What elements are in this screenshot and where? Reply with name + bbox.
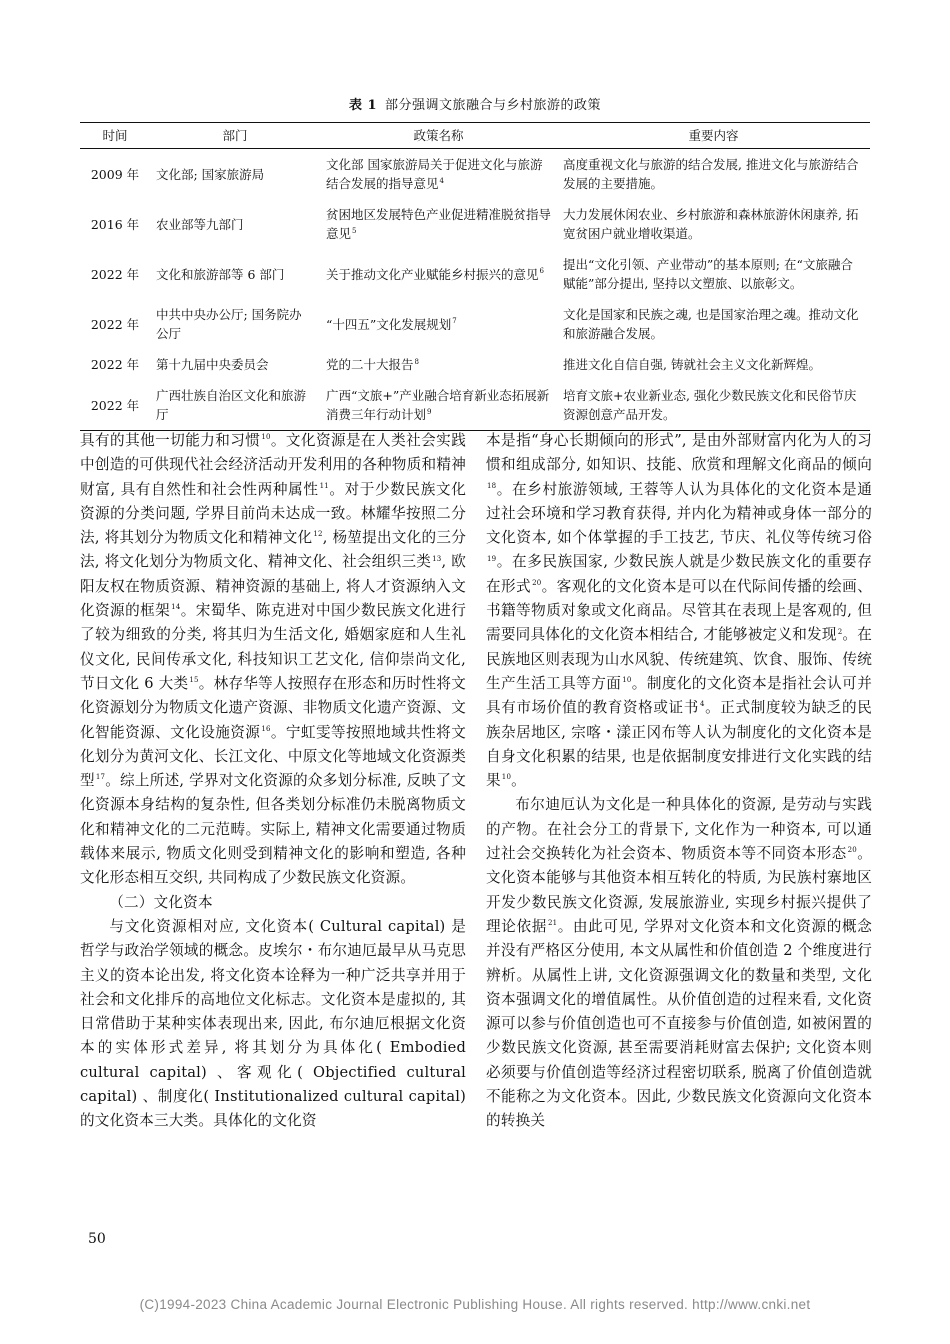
section-heading-cultural-capital: （二）文化资本 bbox=[109, 893, 213, 911]
header-time: 时间 bbox=[80, 123, 150, 149]
citation-ref: 6 bbox=[539, 267, 544, 276]
policy-table bbox=[80, 122, 870, 431]
page-number: 50 bbox=[88, 1231, 106, 1247]
citation-ref: 4 bbox=[439, 176, 444, 185]
citation-ref: 13 bbox=[432, 554, 442, 563]
text-segment: 。文化资本能够与其他资本相互转化的特质, 为民族村寨地区开发少数民族文化资源, 发展旅游业, 实现乡村振兴提供了理论依据 bbox=[486, 845, 872, 935]
text-segment: , 欧阳友权在物质资源、精神资源的基础上, 将人才资源纳入文化资源的框架 bbox=[80, 553, 466, 620]
citation-ref: 7 bbox=[452, 317, 457, 326]
text-segment: 。在民族地区则表现为山水风貌、传统建筑、饮食、服饰、传统生产生活工具等方面 bbox=[486, 626, 872, 692]
text-segment: 。宁虹雯等按照地域共性将文化划分为黄河文化、长江文化、中原文化等地域文化资源类型 bbox=[80, 723, 466, 790]
cell-dept: 文化和旅游部等 6 部门 bbox=[156, 266, 285, 282]
header-content: 重要内容 bbox=[557, 123, 870, 149]
text-segment: 。综上所述, 学界对文化资源的众多划分标准, 反映了文化资源本身结构的复杂性, 但各类划分标准仍未脱离物质文化和精神文化的二元范畴。实际上, 精神文化需要通过物质载体来展示, 物质文化则受到精神文化的影响和塑造, 各种文化形态相互交织, 共同构成了少数民族文化资源。 bbox=[80, 772, 466, 887]
cell-dept: 第十九届中央委员会 bbox=[156, 357, 269, 372]
text-segment: 本是指“身心长期倾向的形式”, 是由外部财富内化为人的习惯和组成部分, 如知识、技能、欣赏和理解文化商品的倾向 bbox=[486, 432, 872, 474]
text-segment: 。在多民族国家, 少数民族人就是少数民族文化的重要存在形式 bbox=[486, 553, 872, 595]
cell-policy-name bbox=[320, 349, 557, 380]
policy-name-text: 关于推动文化产业赋能乡村振兴的意见 bbox=[326, 266, 539, 282]
left-paragraph-1 bbox=[80, 429, 466, 891]
citation-ref: 20 bbox=[847, 846, 857, 855]
text-segment: , 杨堃提出文化的三分法, 将文化划分为物质文化、精神文化、社会组织三类 bbox=[80, 529, 466, 571]
cell-dept: 农业部等九部门 bbox=[156, 216, 244, 232]
text-segment: 。客观化的文化资本是可以在代际间传播的绘画、书籍等物质对象或文化商品。尽管其在表现上是客观的, 但需要同具体化的文化资本相结合, 才能够被定义和发现 bbox=[486, 577, 872, 644]
citation-ref: 10 bbox=[261, 433, 271, 442]
table-row bbox=[80, 380, 870, 431]
cell-content: 高度重视文化与旅游的结合发展, 推进文化与旅游结合发展的主要措施。 bbox=[563, 157, 859, 191]
right-column bbox=[486, 429, 872, 1134]
cell-policy-name bbox=[320, 299, 557, 349]
citation-ref: 16 bbox=[261, 724, 271, 733]
cell-content: 大力发展休闲农业、乡村旅游和森林旅游休闲康养, 拓宽贫困户就业增收渠道。 bbox=[563, 207, 859, 241]
table-title: 部分强调文旅融合与乡村旅游的政策 bbox=[385, 98, 602, 113]
cell-year: 2009 年 bbox=[90, 166, 140, 182]
cell-content: 文化是国家和民族之魂, 也是国家治理之魂。推动文化和旅游融合发展。 bbox=[563, 307, 859, 341]
table-row bbox=[80, 299, 870, 349]
cell-content: 培育文旅+农业新业态, 强化少数民族文化和民俗节庆资源创意产品开发。 bbox=[557, 380, 870, 431]
citation-ref: 4 bbox=[700, 700, 705, 709]
table-caption bbox=[0, 94, 950, 113]
right-paragraph-2 bbox=[486, 793, 872, 1133]
copyright-footer: (C)1994-2023 China Academic Journal Electronic Publishing House. All rights reserved. http://www.cnki.net bbox=[139, 1297, 811, 1312]
citation-ref: 14 bbox=[171, 603, 181, 612]
cell-year: 2016 年 bbox=[90, 216, 140, 232]
text-segment: 具有的其他一切能力和习惯 bbox=[80, 432, 261, 449]
right-paragraph-1 bbox=[486, 429, 872, 793]
text-segment: 布尔迪厄认为文化是一种具体化的资源, 是劳动与实践的产物。在社会分工的背景下, 文化作为一种资本, 可以通过社会交换转化为社会资本、物质资本等不同资本形态 bbox=[486, 796, 872, 863]
citation-ref: 17 bbox=[95, 773, 106, 782]
citation-ref: 11 bbox=[319, 481, 329, 490]
citation-ref: 21 bbox=[547, 919, 558, 928]
cell-year: 2022 年 bbox=[90, 266, 140, 282]
cell-policy-name bbox=[320, 149, 557, 200]
policy-name-text: 贫困地区发展特色产业促进精准脱贫指导意见 bbox=[326, 207, 552, 241]
text-segment: 。对于少数民族文化资源的分类问题, 学界目前尚未达成一致。林耀华按照二分法, 将其划分为物质文化和精神文化 bbox=[80, 480, 466, 547]
citation-ref: 9 bbox=[427, 407, 432, 416]
citation-ref: 18 bbox=[487, 481, 497, 490]
cell-policy-name bbox=[320, 249, 557, 299]
cell-dept: 中共中央办公厅; 国务院办公厅 bbox=[156, 307, 302, 341]
table-row bbox=[80, 249, 870, 299]
citation-ref: 20 bbox=[532, 578, 542, 587]
left-column bbox=[80, 429, 466, 1134]
citation-ref: 15 bbox=[189, 676, 199, 685]
cell-dept: 广西壮族自治区文化和旅游厅 bbox=[150, 380, 320, 431]
cell-year: 2022 年 bbox=[90, 316, 140, 332]
header-policy-name: 政策名称 bbox=[320, 123, 557, 149]
policy-name-text: 广西“文旅+”产业融合培育新业态拓展新消费三年行动计划 bbox=[326, 388, 550, 422]
cell-year: 2022 年 bbox=[80, 380, 150, 431]
text-segment: 。文化资源是在人类社会实践中创造的可供现代社会经济活动开发利用的各种物质和精神财富, 具有自然性和社会性两种属性 bbox=[80, 432, 466, 498]
citation-ref: 2 bbox=[837, 627, 843, 636]
cell-dept: 文化部; 国家旅游局 bbox=[156, 166, 265, 182]
text-segment: 。由此可见, 学界对文化资本和文化资源的概念并没有严格区分使用, 本文从属性和价值创造 2 个维度进行辨析。从属性上讲, 文化资源强调文化的数量和类型, 文化资本强调文化的增值属性。从价值创造的过程来看, 文化资源可以参与价值创造也可不直接参与价值创造, 如被闲置的少数民族文化资源, 甚至需要消耗财富去保护; 文化资本则必须要与价值创造等经济过程密切联系, 脱离了价值创造就不能称之为文化资本。因此, 少数民族文化资源向文化资本的转换关 bbox=[486, 917, 872, 1130]
cell-content: 推进文化自信自强, 铸就社会主义文化新辉煌。 bbox=[563, 357, 821, 372]
cell-year: 2022 年 bbox=[90, 357, 140, 372]
text-segment: 。宋蜀华、陈克进对中国少数民族文化进行了较为细致的分类, 将其归为生活文化, 婚姻家庭和人生礼仪文化, 民间传承文化, 科技知识工艺文化, 信仰崇尚文化, 节日文化 6 大类 bbox=[80, 602, 466, 692]
header-dept: 部门 bbox=[150, 123, 320, 149]
table-row bbox=[80, 349, 870, 380]
text-segment: 。在乡村旅游领域, 王蓉等人认为具体化的文化资本是通过社会环境和学习教育获得, 并内化为精神或身体一部分的文化资本, 如个体掌握的手工技艺, 节庆、礼仪等传统习俗 bbox=[486, 480, 872, 547]
text-segment: 。林存华等人按照存在形态和历时性将文化资源划分为物质文化遗产资源、非物质文化遗产资源、文化智能资源、文化设施资源 bbox=[80, 674, 466, 741]
policy-name-text: 党的二十大报告 bbox=[326, 357, 414, 372]
policy-name-text: 文化部 国家旅游局关于促进文化与旅游结合发展的指导意见 bbox=[326, 157, 543, 191]
policy-name-text: “十四五”文化发展规划 bbox=[326, 316, 452, 332]
cell-content: 提出“文化引领、产业带动”的基本原则; 在“文旅融合赋能”部分提出, 坚持以文塑旅、以旅彰文。 bbox=[563, 257, 853, 291]
citation-ref: 12 bbox=[313, 530, 323, 539]
citation-ref: 5 bbox=[352, 226, 357, 235]
text-segment: 。制度化的文化资本是指社会认可并具有市场价值的教育资格或证书 bbox=[486, 674, 872, 717]
citation-ref: 10 bbox=[501, 773, 512, 782]
citation-ref: 8 bbox=[414, 357, 419, 366]
citation-ref: 10 bbox=[622, 676, 632, 685]
text-segment: 。正式制度较为缺乏的民族杂居地区, 宗喀・漾正冈布等人认为制度化的文化资本是自身文化积累的结果, 也是依据制度安排进行文化实践的结果 bbox=[486, 699, 873, 790]
table-label: 表 1 bbox=[348, 98, 378, 113]
table-row bbox=[80, 199, 870, 249]
text-segment: 。 bbox=[511, 772, 526, 790]
cell-policy-name bbox=[320, 199, 557, 249]
left-paragraph-2: 与文化资源相对应, 文化资本( Cultural capital) 是哲学与政治学领域的概念。皮埃尔・布尔迪厄最早从马克思主义的资本论出发, 将文化资本诠释为一种广泛共享并用于社会和文化排斥的高地位文化标志。文化资本是虚拟的, 其日常借助于某种实体表现出来, 因此, 布尔迪厄根据文化资本的实体形式差异, 将其划分为具体化( Embodied cultural capital) 、客观化( Objectified cultural capital) 、制度化( Institutionalized cultural capital) 的文化资本三大类。具体化的文化资 bbox=[80, 917, 466, 1130]
citation-ref: 19 bbox=[487, 554, 497, 563]
table-row bbox=[80, 149, 870, 200]
cell-policy-name bbox=[320, 380, 557, 431]
